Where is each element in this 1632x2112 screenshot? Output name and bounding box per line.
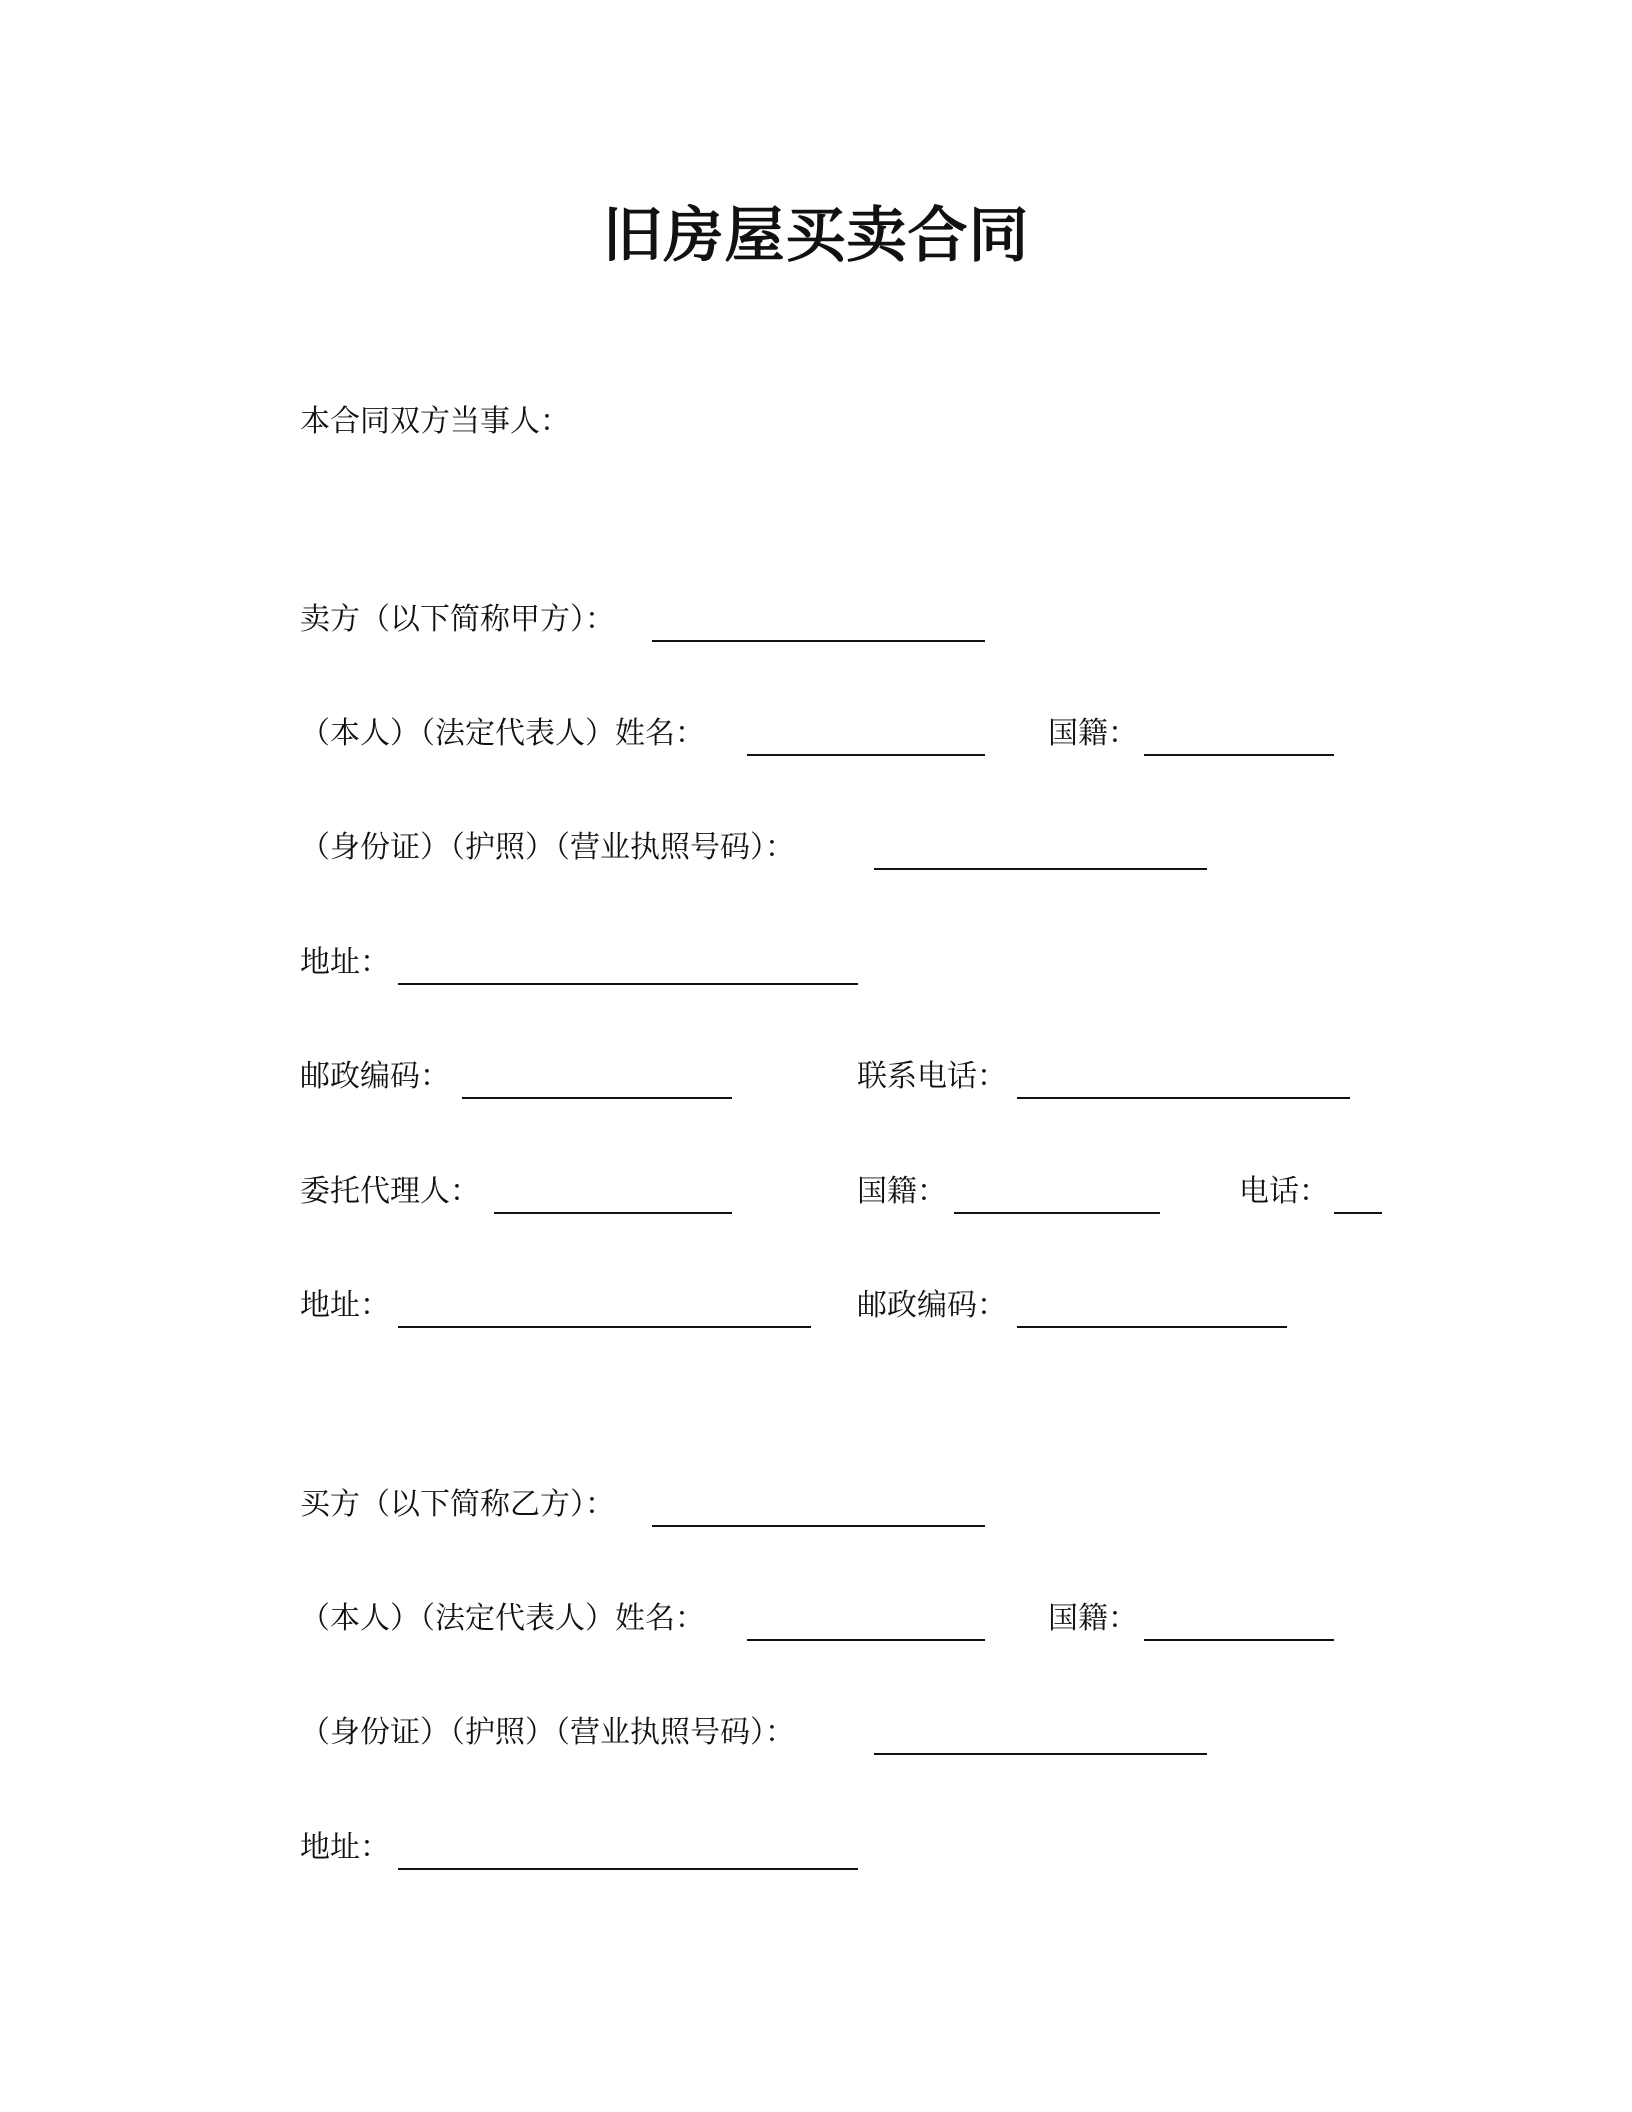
buyer-id-label: （身份证）（护照）（营业执照号码）：	[300, 1715, 795, 1750]
seller-address-blank[interactable]	[398, 983, 858, 985]
seller-contact-phone-blank[interactable]	[1017, 1097, 1350, 1099]
seller-address-label: 地址：	[300, 945, 390, 980]
parties-intro: 本合同双方当事人：	[300, 404, 570, 439]
seller-legal-name-blank[interactable]	[747, 754, 985, 756]
seller-agent-blank[interactable]	[494, 1212, 732, 1214]
buyer-id-blank[interactable]	[874, 1753, 1207, 1755]
seller-agent-phone-label: 电话：	[1239, 1174, 1329, 1209]
seller-agent-nationality-blank[interactable]	[954, 1212, 1160, 1214]
seller-contact-phone-label: 联系电话：	[857, 1059, 1007, 1094]
seller-id-label: （身份证）（护照）（营业执照号码）：	[300, 830, 795, 865]
buyer-legal-name-blank[interactable]	[747, 1639, 985, 1641]
document-title: 旧房屋买卖合同	[602, 201, 1030, 271]
seller-nationality-blank[interactable]	[1144, 754, 1334, 756]
buyer-address-blank[interactable]	[398, 1868, 858, 1870]
buyer-nationality-blank[interactable]	[1144, 1639, 1334, 1641]
seller-agent-nationality-label: 国籍：	[857, 1174, 947, 1209]
seller-agent-postcode-label: 邮政编码：	[857, 1288, 1007, 1323]
seller-postcode-blank[interactable]	[462, 1097, 732, 1099]
seller-agent-address-blank[interactable]	[398, 1326, 811, 1328]
buyer-legal-name-label: （本人）（法定代表人）姓名：	[300, 1601, 705, 1636]
seller-name-blank[interactable]	[652, 640, 985, 642]
seller-agent-label: 委托代理人：	[300, 1174, 480, 1209]
seller-postcode-label: 邮政编码：	[300, 1059, 450, 1094]
seller-legal-name-label: （本人）（法定代表人）姓名：	[300, 716, 705, 751]
seller-heading: 卖方（以下简称甲方）：	[300, 602, 615, 637]
buyer-name-blank[interactable]	[652, 1525, 985, 1527]
seller-id-blank[interactable]	[874, 868, 1207, 870]
buyer-address-label: 地址：	[300, 1830, 390, 1865]
buyer-nationality-label: 国籍：	[1048, 1601, 1138, 1636]
seller-agent-postcode-blank[interactable]	[1017, 1326, 1287, 1328]
seller-agent-address-label: 地址：	[300, 1288, 390, 1323]
seller-nationality-label: 国籍：	[1048, 716, 1138, 751]
buyer-heading: 买方（以下简称乙方）：	[300, 1487, 615, 1522]
seller-agent-phone-blank[interactable]	[1334, 1212, 1382, 1214]
